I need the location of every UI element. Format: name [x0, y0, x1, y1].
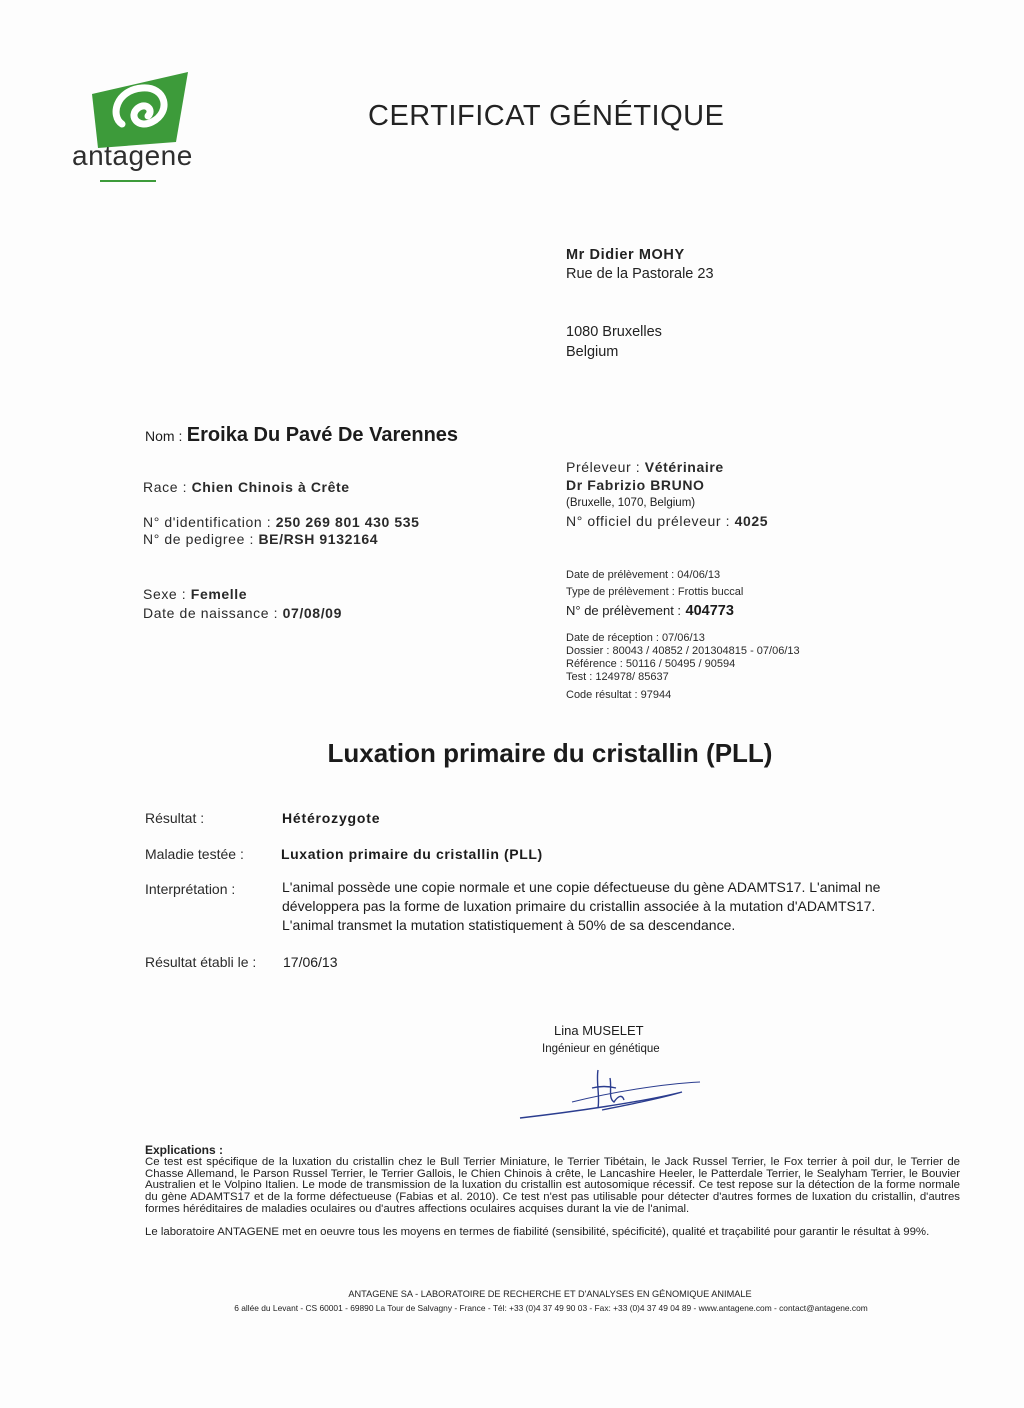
reception-date: Date de réception : 07/06/13	[566, 632, 705, 644]
antagene-logo-mark	[92, 72, 188, 148]
identification-row	[143, 514, 420, 530]
interpretation-line: L'animal possède une copie normale et une copie défectueuse du gène ADAMTS17. L'animal ne	[282, 879, 881, 895]
animal-name-row	[145, 424, 458, 447]
certificate-title: CERTIFICAT GÉNÉTIQUE	[368, 100, 725, 132]
race-label: Race :	[143, 479, 188, 495]
signature	[512, 1062, 712, 1126]
birth-label: Date de naissance :	[143, 605, 279, 621]
race-row	[143, 479, 350, 495]
result-label: Résultat :	[145, 810, 205, 826]
sampler-official-number: 4025	[734, 513, 769, 529]
sampler-location: (Bruxelle, 1070, Belgium)	[566, 497, 696, 509]
animal-name-label: Nom :	[145, 428, 183, 444]
sex-label: Sexe :	[143, 586, 187, 602]
sampler-official-row	[566, 513, 768, 529]
owner-name: Mr Didier MOHY	[566, 247, 685, 263]
sample-type: Type de prélèvement : Frottis buccal	[566, 586, 744, 598]
signatory-role: Ingénieur en génétique	[542, 1043, 660, 1055]
pedigree-label: N° de pedigree :	[143, 531, 254, 547]
owner-country: Belgium	[566, 344, 619, 360]
footer-company: ANTAGENE SA - LABORATOIRE DE RECHERCHE ET D'ANALYSES EN GÉNOMIQUE ANIMALE	[348, 1289, 752, 1299]
result-date-label: Résultat établi le :	[145, 954, 257, 970]
sampler-official-label: N° officiel du préleveur :	[566, 513, 731, 529]
pedigree-value: BE/RSH 9132164	[258, 531, 379, 547]
explanations-paragraph: Ce test est spécifique de la luxation du cristallin chez le Bull Terrier Miniature, le Terrier Tibétain, le Jack Russel Terrier, le Fox terrier à poil dur, le Terrier de Chasse Allemand, le Parson Russel Terrier, le Terrier Gallois, le Chien Chinois à crête, le Lancashire Heeler, le Patterdale Terrier, le Sealyham Terrier, le Bouvier Australien et le Volpino Italien. Le mode de transmission de la luxation du cristallin est autosomique récessif. Ce test repose sur la détection de la forme normale du gène ADAMTS17 et de la forme défectueuse (Fabias et al. 2010). Ce test n'est pas utilisable pour détecter d'autres formes de luxation du cristallin, d'autres formes héréditaires de maladies oculaires ou d'autres affections oculaires acquises durant la vie de l'animal.	[145, 1155, 960, 1215]
pedigree-row	[143, 531, 378, 547]
disease-value: Luxation primaire du cristallin (PLL)	[281, 846, 543, 862]
sample-number: 404773	[685, 603, 734, 619]
explanations-heading: Explications :	[145, 1143, 224, 1157]
explanations	[145, 1145, 960, 1239]
sampler-name: Dr Fabrizio BRUNO	[566, 477, 705, 493]
dossier: Dossier : 80043 / 40852 / 201304815 - 07/06/13	[566, 645, 800, 657]
identification-label: N° d'identification :	[143, 514, 272, 530]
reference: Référence : 50116 / 50495 / 90594	[566, 658, 736, 670]
owner-street: Rue de la Pastorale 23	[566, 266, 714, 282]
antagene-logo-text: antagene	[72, 140, 193, 171]
animal-name: Eroika Du Pavé De Varennes	[186, 424, 459, 446]
result-code: Code résultat : 97944	[566, 689, 672, 701]
sample-date: Date de prélèvement : 04/06/13	[566, 569, 721, 581]
sample-number-row	[566, 602, 734, 620]
owner-city: 1080 Bruxelles	[566, 324, 662, 340]
sampler-label: Préleveur :	[566, 459, 641, 475]
result-date-value: 17/06/13	[283, 954, 338, 970]
sampler-row	[566, 459, 724, 475]
signatory-name: Lina MUSELET	[554, 1023, 644, 1038]
result-value: Hétérozygote	[282, 810, 381, 826]
identification-value: 250 269 801 430 535	[275, 514, 420, 530]
sex-value: Femelle	[190, 586, 248, 602]
birth-value: 07/08/09	[282, 605, 342, 621]
disease-heading: Luxation primaire du cristallin (PLL)	[327, 738, 773, 768]
sex-row	[143, 586, 247, 602]
explanations-quality-paragraph: Le laboratoire ANTAGENE met en oeuvre tous les moyens en termes de fiabilité (sensibilité, spécificité), qualité et traçabilité pour garantir le résultat à 99%.	[145, 1225, 930, 1238]
interpretation-line: développera pas la forme de luxation primaire du cristallin associée à la mutation d'ADAMTS17.	[282, 898, 876, 914]
test-numbers: Test : 124978/ 85637	[566, 671, 669, 683]
footer-contact: 6 allée du Levant - CS 60001 - 69890 La Tour de Salvagny - France - Tél: +33 (0)4 37 49 90 03 - Fax: +33 (0)4 37 49 04 89 - www.antagene.com - contact@antagene.com	[234, 1303, 868, 1313]
sampler-type: Vétérinaire	[644, 459, 724, 475]
race-value: Chien Chinois à Crête	[191, 479, 350, 495]
sample-number-label: N° de prélèvement :	[566, 603, 682, 618]
birth-row	[143, 605, 342, 621]
interpretation-label: Interprétation :	[145, 881, 236, 897]
disease-label: Maladie testée :	[145, 846, 244, 862]
interpretation-text	[282, 878, 922, 935]
interpretation-line: L'animal transmet la mutation statistiquement à 50% de sa descendance.	[282, 917, 736, 933]
logo-underline	[100, 180, 156, 182]
